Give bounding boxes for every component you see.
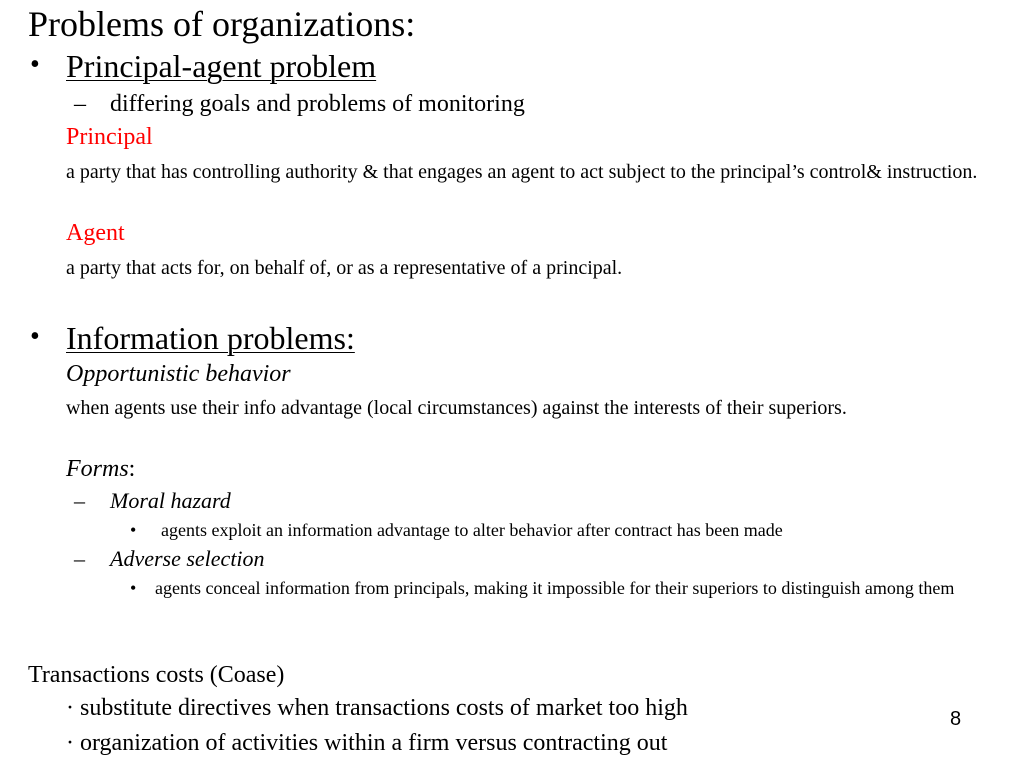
- moral-hazard-description: agents exploit an information advantage to alter behavior after contract has been made: [161, 520, 783, 540]
- transactions-item-2: [66, 729, 667, 757]
- slide-title: Problems of organizations:: [28, 4, 416, 44]
- bullet-marker: •: [130, 520, 137, 540]
- page-number: 8: [950, 708, 962, 730]
- opportunistic-behavior-term: Opportunistic behavior: [66, 361, 291, 387]
- forms-colon: :: [128, 456, 136, 482]
- principal-agent-sub-item: differing goals and problems of monitoring: [110, 91, 525, 117]
- principal-term: Principal: [66, 124, 153, 150]
- middot-marker: ·: [66, 730, 74, 756]
- forms-line: [66, 455, 135, 483]
- transactions-item-1: [66, 694, 688, 722]
- transactions-item-text: substitute directives when transactions costs of market too high: [80, 695, 688, 721]
- transactions-item-text: organization of activities within a firm versus contracting out: [80, 730, 668, 756]
- opportunistic-behavior-definition: when agents use their info advantage (local circumstances) against the interests of their superiors.: [66, 397, 847, 419]
- agent-definition: a party that acts for, on behalf of, or as a representative of a principal.: [66, 257, 623, 279]
- agent-term: Agent: [66, 220, 125, 246]
- moral-hazard-term: Moral hazard: [110, 488, 231, 513]
- transactions-costs-heading: Transactions costs (Coase): [28, 662, 285, 688]
- dash-marker: –: [74, 488, 85, 513]
- principal-agent-heading: Principal-agent problem: [66, 48, 377, 84]
- dash-marker: –: [74, 546, 85, 571]
- middot-marker: ·: [66, 695, 74, 721]
- principal-definition: a party that has controlling authority & that engages an agent to act subject to the principal’s control& instruction.: [66, 161, 978, 183]
- information-problems-heading: Information problems:: [66, 320, 355, 356]
- bullet-marker: •: [130, 578, 137, 598]
- adverse-selection-description: agents conceal information from principals, making it impossible for their superiors to distinguish among them: [155, 578, 955, 598]
- bullet-marker: •: [30, 49, 40, 80]
- forms-label: Forms: [66, 456, 129, 482]
- bullet-marker: •: [30, 321, 40, 352]
- dash-marker: –: [74, 91, 86, 117]
- adverse-selection-term: Adverse selection: [110, 546, 265, 571]
